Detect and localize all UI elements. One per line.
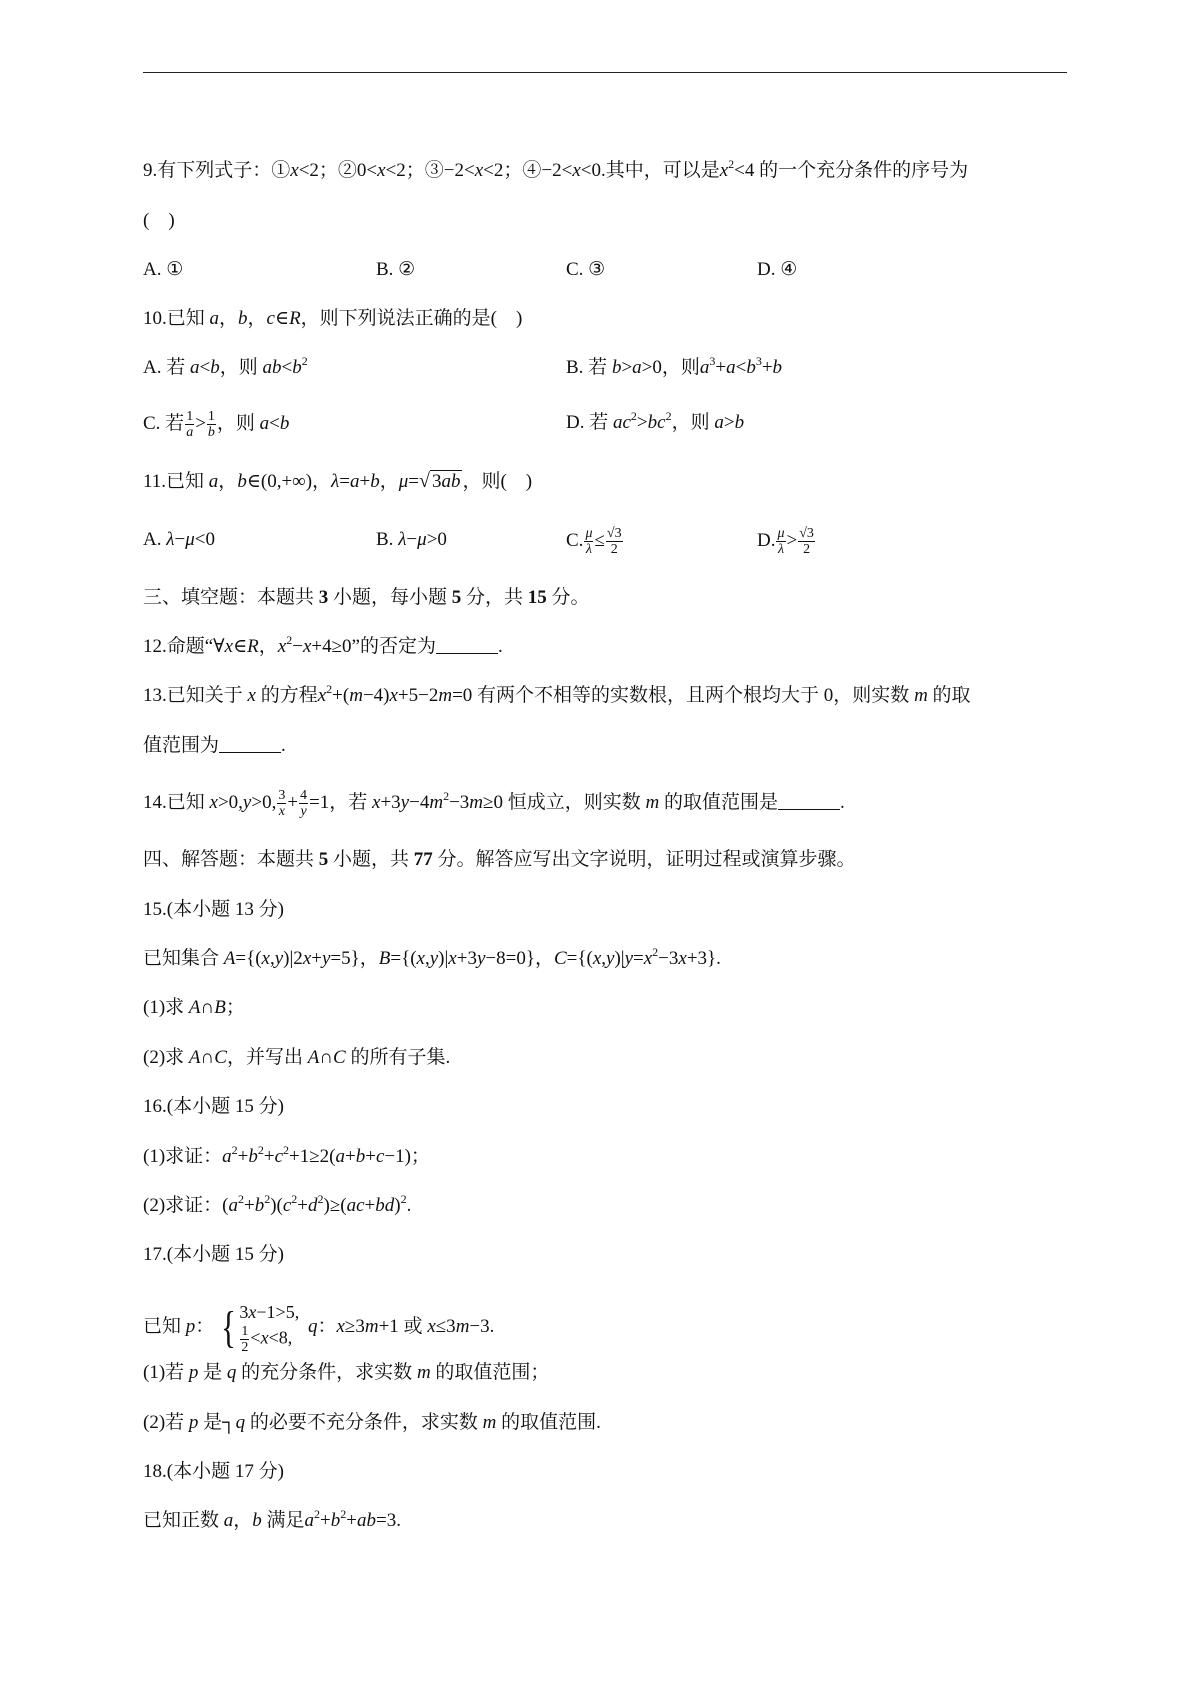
q9-option-d: D. ④	[757, 259, 798, 280]
section4-heading: 四、解答题：本题共 5 小题，共 77 分。解答应写出文字说明，证明过程或演算步骤。	[143, 849, 856, 870]
q10-option-c: C. 若 $\frac{1}{a}$ > $\frac{1}{b}$ ，则 a<b	[143, 409, 290, 440]
q15-part2: (2)求 A∩C，并写出 A∩C 的所有子集.	[143, 1047, 451, 1068]
q17-part2: (2)若 p 是┐q 的必要不充分条件，求实数 m 的取值范围.	[143, 1412, 601, 1433]
q17-head: 17.(本小题 15 分)	[143, 1244, 284, 1265]
q11-option-b: B. λ−μ>0	[376, 529, 447, 550]
q10-option-a: A. 若 a<b，则 $ab<b^2$	[143, 354, 308, 378]
q10-option-d: D. 若 $ac^2>bc^2$，则 a>b	[566, 409, 745, 433]
q9-stem: 9.有下列式子：①x<2；②0<x<2；③−2<x<2；④−2<x<0.其中，可以是$x^2<4$ 的一个充分条件的序号为	[143, 157, 969, 181]
q15-part1: (1)求 A∩B；	[143, 997, 245, 1018]
q15-given: 已知集合 A={(x,y)|2x+y=5}，B={(x,y)|x+3y−8=0}，$C=\{(x,y)|y=x^2-3x+3\}$.	[143, 945, 721, 969]
q11-stem: 11.已知 a，b∈(0,+∞)，λ=a+b，μ=√ 3ab ，则( )	[143, 470, 533, 492]
q15-head: 15.(本小题 13 分)	[143, 899, 284, 920]
q18-head: 18.(本小题 17 分)	[143, 1461, 284, 1482]
q10-stem: 10.已知 a，b，c∈R，则下列说法正确的是( )	[143, 308, 523, 329]
q9-paren: ( )	[143, 210, 175, 231]
q10-option-b: B. 若 b>a>0，则$a^3+a<b^3+b$	[566, 354, 783, 378]
q17-part1: (1)若 p 是 q 的充分条件，求实数 m 的取值范围；	[143, 1362, 550, 1383]
q17-given: 已知 p： { 3x−1>5, $\frac{1}{2}$ <x<8, q：x≥3m+1 或 x≤3m−3.	[143, 1302, 495, 1355]
q9-option-c: C. ③	[566, 259, 606, 280]
section3-heading: 三、填空题：本题共 3 小题，每小题 5 分，共 15 分。	[143, 587, 590, 608]
q9-option-b: B. ②	[376, 259, 416, 280]
q16-part1: (1)求证：$a^2+b^2+c^2+1\ge 2(a+b+c-1)$；	[143, 1143, 430, 1167]
q13-line1: 13.已知关于 x 的方程$x^2+(m-4)x+5-2m=0$ 有两个不相等的实数根，且两个根均大于 0，则实数 m 的取	[143, 682, 971, 706]
q11-option-c: C. $\frac{\mu}{\lambda}$ ≤ $\frac{√3}{2}$	[566, 526, 622, 557]
q14: 14.已知 x>0,y>0, $\frac{3}{x}$ + $\frac{4}{y}$ =1，若 $x+3y-4m^2-3m\ge 0$ 恒成立，则实数 m 的取值范围是 .	[143, 788, 845, 819]
q12: 12.命题“∀x∈R，$x^2-x+4\ge 0$”的否定为 .	[143, 633, 503, 657]
q11-option-a: A. λ−μ<0	[143, 529, 215, 550]
q11-option-d: D. $\frac{\mu}{\lambda}$ > $\frac{√3}{2}$	[757, 526, 814, 557]
q16-part2: (2)求证：$(a^2+b^2)(c^2+d^2)\ge(ac+bd)^2$.	[143, 1192, 412, 1216]
header-rule	[143, 72, 1067, 73]
q16-head: 16.(本小题 15 分)	[143, 1096, 284, 1117]
q13-line2: 值范围为 .	[143, 735, 286, 756]
q9-option-a: A. ①	[143, 259, 184, 280]
q18-given: 已知正数 a，b 满足$a^2+b^2+ab=3$.	[143, 1507, 401, 1531]
